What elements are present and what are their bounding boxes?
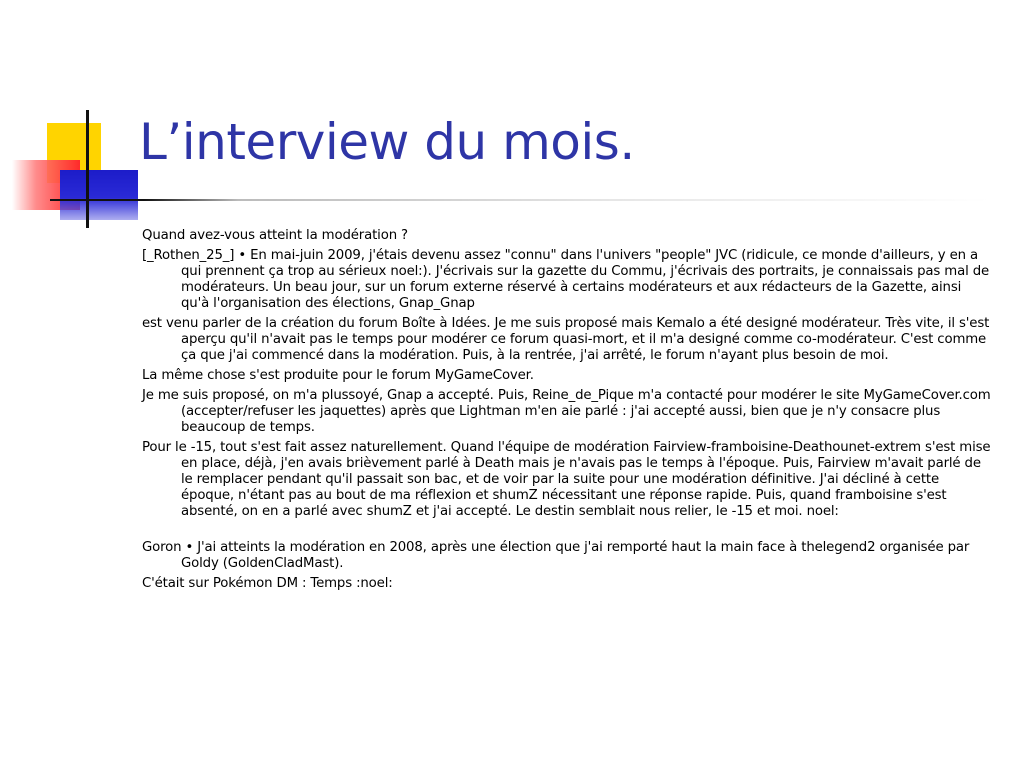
body-paragraph-question: Quand avez-vous atteint la modération ? (142, 228, 408, 243)
logo-vertical-line (86, 110, 89, 228)
title-underline (50, 199, 990, 201)
slide-body (142, 228, 992, 596)
slide-title: L’interview du mois. (139, 113, 635, 171)
body-paragraph-goron-1: Goron • J'ai atteints la modération en 2008, après une élection que j'ai remporté haut la main face à thelegend2 organisée par Goldy (GoldenCladMast). (142, 540, 970, 571)
paragraph-spacer (142, 524, 992, 540)
body-paragraph-rothen-4: Je me suis proposé, on m'a plussoyé, Gnap a accepté. Puis, Reine_de_Pique m'a contacté pour modérer le site MyGameCover.com (accepter/refuser les jaquettes) après que Lightman m'en aie parlé : j'ai accepté aussi, bien que je n'y consacre plus beaucoup de temps. (142, 388, 991, 435)
logo-blue-square (60, 170, 138, 220)
body-paragraph-goron-2: C'était sur Pokémon DM : Temps :noel: (142, 576, 393, 591)
body-paragraph-rothen-1: [_Rothen_25_] • En mai-juin 2009, j'étais devenu assez "connu" dans l'univers "people" JVC (ridicule, ce monde d'ailleurs, y en a qui prennent ça trop au sérieux noel:). J'écrivais sur la gazette du Commu, j'écrivais des portraits, je connaissais pas mal de modérateurs. Un beau jour, sur un forum externe réservé à certains modérateurs et aux rédacteurs de la Gazette, ainsi qu'à l'organisation des élections, Gnap_Gnap (142, 248, 990, 311)
body-paragraph-rothen-3: La même chose s'est produite pour le forum MyGameCover. (142, 368, 534, 383)
body-paragraph-rothen-2: est venu parler de la création du forum Boîte à Idées. Je me suis proposé mais Kemalo a été designé modérateur. Très vite, il s'est aperçu qu'il n'avait pas le temps pour modérer ce forum quasi-mort, et il m'a designé comme co-modérateur. C'est comme ça que j'ai commencé dans la modération. Puis, à la rentrée, j'ai arrêté, le forum n'ayant plus besoin de moi. (142, 316, 990, 363)
body-paragraph-rothen-5: Pour le -15, tout s'est fait assez naturellement. Quand l'équipe de modération Fairview-framboisine-Deathounet-extrem s'est mise en place, déjà, j'en avais brièvement parlé à Death mais je n'avais pas le temps à l'époque. Puis, Fairview m'avait parlé de le remplacer pendant qu'il passait son bac, et de voir par la suite pour une modération définitive. J'ai décliné à cette époque, n'étant pas au bout de ma réflexion et shumZ nécessitant une réponse rapide. Puis, quand framboisine s'est absenté, on en a parlé avec shumZ et j'ai accepté. Le destin semblait nous relier, le -15 et moi. noel: (142, 440, 991, 519)
